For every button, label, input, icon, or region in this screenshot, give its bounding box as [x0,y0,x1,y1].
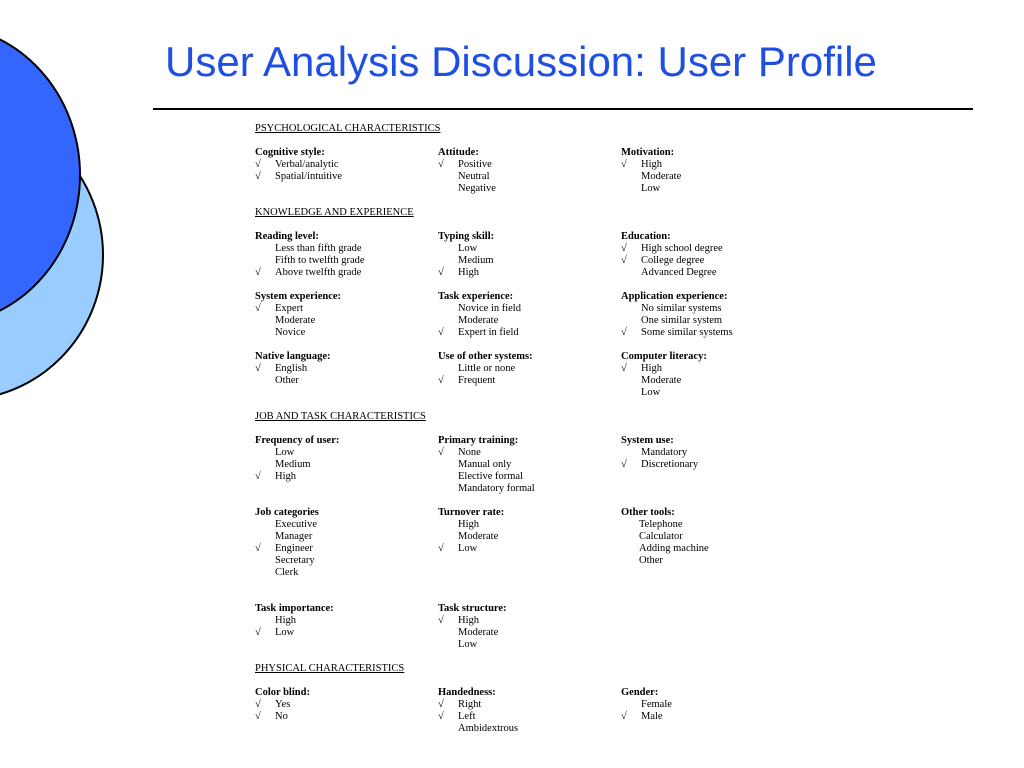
attribute-option [621,531,804,543]
attribute-option [438,315,621,327]
attribute-option [621,519,804,531]
check-mark-icon: √ [255,159,261,170]
option-label: No [275,711,288,722]
attribute-row [255,351,815,399]
attribute-option [255,327,438,339]
option-label: Other [275,375,299,386]
attribute-title: Computer literacy: [621,351,707,362]
attribute-title: Typing skill: [438,231,495,242]
attribute-option [255,447,438,459]
attribute-title: Application experience: [621,291,728,302]
attribute-option [621,375,804,387]
attribute-group [438,507,621,579]
attribute-option [438,519,621,531]
attribute-group [438,351,621,399]
option-label: Novice in field [458,303,521,314]
option-label: Other [639,555,663,566]
attribute-option [621,303,804,315]
attribute-title: Education: [621,231,671,242]
attribute-option [255,543,438,555]
attribute-option [438,243,621,255]
attribute-row [255,687,815,735]
option-label: Moderate [641,171,682,182]
attribute-option [255,255,438,267]
section-heading: PHYSICAL CHARACTERISTICS [255,663,405,674]
check-mark-icon: √ [621,159,627,170]
attribute-group [621,507,804,579]
check-mark-icon: √ [255,627,261,638]
option-label: Low [458,639,478,650]
option-label: Moderate [458,531,499,542]
check-mark-icon: √ [255,471,261,482]
attribute-option [255,171,438,183]
attribute-title: Native language: [255,351,331,362]
attribute-option [621,267,804,279]
profile-section [255,123,815,195]
option-label: High [275,471,296,482]
option-label: Female [641,699,672,710]
attribute-option [621,555,804,567]
attribute-option [255,699,438,711]
attribute-option [621,447,804,459]
option-label: Neutral [458,171,490,182]
attribute-group [438,603,621,651]
attribute-option [621,255,804,267]
option-label: Moderate [458,627,499,638]
attribute-title: Reading level: [255,231,319,242]
attribute-option [438,627,621,639]
attribute-option [438,615,621,627]
attribute-title: Color blind: [255,687,310,698]
option-label: Male [641,711,663,722]
attribute-option [255,243,438,255]
attribute-row [255,291,815,339]
attribute-option [438,327,621,339]
attribute-option [438,171,621,183]
check-mark-icon: √ [255,303,261,314]
attribute-group [438,231,621,279]
attribute-group [438,687,621,735]
attribute-title: Cognitive style: [255,147,325,158]
section-heading: JOB AND TASK CHARACTERISTICS [255,411,426,422]
attribute-title: Motivation: [621,147,675,158]
check-mark-icon: √ [255,699,261,710]
attribute-title: Frequency of user: [255,435,340,446]
check-mark-icon: √ [438,159,444,170]
attribute-group [621,147,804,195]
attribute-option [621,159,804,171]
attribute-option [438,267,621,279]
option-label: Mandatory [641,447,688,458]
option-label: Low [458,543,478,554]
option-label: Expert in field [458,327,519,338]
attribute-option [438,483,621,495]
attribute-option [621,183,804,195]
attribute-group [255,231,438,279]
attribute-option [255,711,438,723]
attribute-option [255,375,438,387]
check-mark-icon: √ [438,375,444,386]
check-mark-icon: √ [438,267,444,278]
option-label: Calculator [639,531,683,542]
attribute-option [255,519,438,531]
check-mark-icon: √ [438,543,444,554]
attribute-group [621,231,804,279]
check-mark-icon: √ [255,171,261,182]
attribute-option [438,447,621,459]
attribute-group [621,435,804,495]
attribute-group [255,687,438,735]
attribute-row [255,231,815,279]
option-label: Engineer [275,543,313,554]
attribute-group [621,603,804,651]
attribute-title: Use of other systems: [438,351,533,362]
option-label: Medium [458,255,494,266]
user-profile-content [255,123,815,747]
option-label: Verbal/analytic [275,159,339,170]
attribute-group [438,435,621,495]
attribute-group [621,291,804,339]
check-mark-icon: √ [621,363,627,374]
option-label: Telephone [639,519,683,530]
attribute-group [255,291,438,339]
attribute-option [438,303,621,315]
attribute-option [255,303,438,315]
attribute-title: System experience: [255,291,342,302]
profile-section [255,663,815,735]
decorative-circles [0,0,120,420]
option-label: Left [458,711,476,722]
option-label: No similar systems [641,303,722,314]
option-label: Some similar systems [641,327,733,338]
option-label: High [458,267,479,278]
attribute-option [255,471,438,483]
option-label: Low [641,387,661,398]
option-label: Mandatory formal [458,483,535,494]
option-label: Right [458,699,482,710]
attribute-option [438,723,621,735]
option-label: Moderate [458,315,499,326]
check-mark-icon: √ [621,243,627,254]
check-mark-icon: √ [621,711,627,722]
attribute-option [255,267,438,279]
attribute-row [255,603,815,651]
check-mark-icon: √ [438,711,444,722]
attribute-row [255,147,815,195]
option-label: High [458,519,479,530]
option-label: Yes [275,699,291,710]
attribute-option [438,543,621,555]
option-label: Ambidextrous [458,723,519,734]
option-label: High [275,615,296,626]
option-label: High school degree [641,243,723,254]
attribute-option [438,531,621,543]
attribute-option [438,471,621,483]
option-label: Fifth to twelfth grade [275,255,365,266]
option-label: Low [458,243,478,254]
attribute-option [255,531,438,543]
option-label: Clerk [275,567,299,578]
attribute-option [255,363,438,375]
option-label: Executive [275,519,317,530]
attribute-title: Task structure: [438,603,507,614]
profile-section [255,411,815,651]
attribute-group [255,435,438,495]
option-label: English [275,363,308,374]
attribute-option [438,159,621,171]
attribute-title: Other tools: [621,507,675,518]
attribute-title: Turnover rate: [438,507,505,518]
option-label: High [641,159,662,170]
attribute-group [255,603,438,651]
attribute-option [621,171,804,183]
attribute-option [255,459,438,471]
attribute-title: Job categories [255,507,319,518]
attribute-option [255,567,438,579]
option-label: Manager [275,531,313,542]
attribute-option [255,315,438,327]
attribute-option [438,699,621,711]
attribute-title: System use: [621,435,674,446]
option-label: Above twelfth grade [275,267,362,278]
attribute-title: Attitude: [438,147,479,158]
check-mark-icon: √ [621,327,627,338]
option-label: Frequent [458,375,496,386]
attribute-option [621,327,804,339]
option-label: Secretary [275,555,315,566]
attribute-group [255,351,438,399]
attribute-group [255,507,438,579]
attribute-option [438,183,621,195]
attribute-title: Task importance: [255,603,334,614]
option-label: Little or none [458,363,516,374]
check-mark-icon: √ [255,711,261,722]
attribute-option [621,699,804,711]
attribute-option [438,363,621,375]
option-label: Less than fifth grade [275,243,362,254]
option-label: High [641,363,662,374]
option-label: Elective formal [458,471,524,482]
attribute-option [438,255,621,267]
option-label: Moderate [275,315,316,326]
attribute-row [255,507,815,579]
check-mark-icon: √ [438,699,444,710]
attribute-option [255,627,438,639]
check-mark-icon: √ [255,543,261,554]
option-label: Expert [275,303,303,314]
attribute-title: Gender: [621,687,659,698]
option-label: Low [275,447,295,458]
option-label: Positive [458,159,492,170]
attribute-option [438,639,621,651]
attribute-option [255,615,438,627]
check-mark-icon: √ [438,615,444,626]
option-label: High [458,615,479,626]
option-label: None [458,447,481,458]
option-label: Negative [458,183,496,194]
attribute-row [255,435,815,495]
profile-section [255,207,815,399]
option-label: Low [275,627,295,638]
section-heading: PSYCHOLOGICAL CHARACTERISTICS [255,123,441,134]
option-label: Discretionary [641,459,699,470]
attribute-option [438,711,621,723]
title-divider [153,108,973,110]
attribute-option [621,711,804,723]
option-label: Novice [275,327,306,338]
option-label: College degree [641,255,705,266]
option-label: Manual only [458,459,512,470]
attribute-option [438,459,621,471]
attribute-group [438,291,621,339]
check-mark-icon: √ [438,327,444,338]
option-label: Moderate [641,375,682,386]
attribute-group [255,147,438,195]
check-mark-icon: √ [255,267,261,278]
attribute-option [621,243,804,255]
attribute-title: Primary training: [438,435,519,446]
option-label: Adding machine [639,543,709,554]
attribute-title: Handedness: [438,687,496,698]
check-mark-icon: √ [255,363,261,374]
option-label: Low [641,183,661,194]
check-mark-icon: √ [438,447,444,458]
attribute-title: Task experience: [438,291,514,302]
attribute-group [438,147,621,195]
attribute-group [621,687,804,735]
option-label: Medium [275,459,311,470]
check-mark-icon: √ [621,255,627,266]
option-label: Advanced Degree [641,267,717,278]
option-label: One similar system [641,315,723,326]
check-mark-icon: √ [621,459,627,470]
attribute-option [621,543,804,555]
attribute-option [255,555,438,567]
attribute-option [621,459,804,471]
attribute-option [438,375,621,387]
option-label: Spatial/intuitive [275,171,343,182]
attribute-option [621,387,804,399]
section-heading: KNOWLEDGE AND EXPERIENCE [255,207,414,218]
slide-title: User Analysis Discussion: User Profile [165,38,877,85]
attribute-group [621,351,804,399]
attribute-option [255,159,438,171]
attribute-option [621,363,804,375]
attribute-option [621,315,804,327]
